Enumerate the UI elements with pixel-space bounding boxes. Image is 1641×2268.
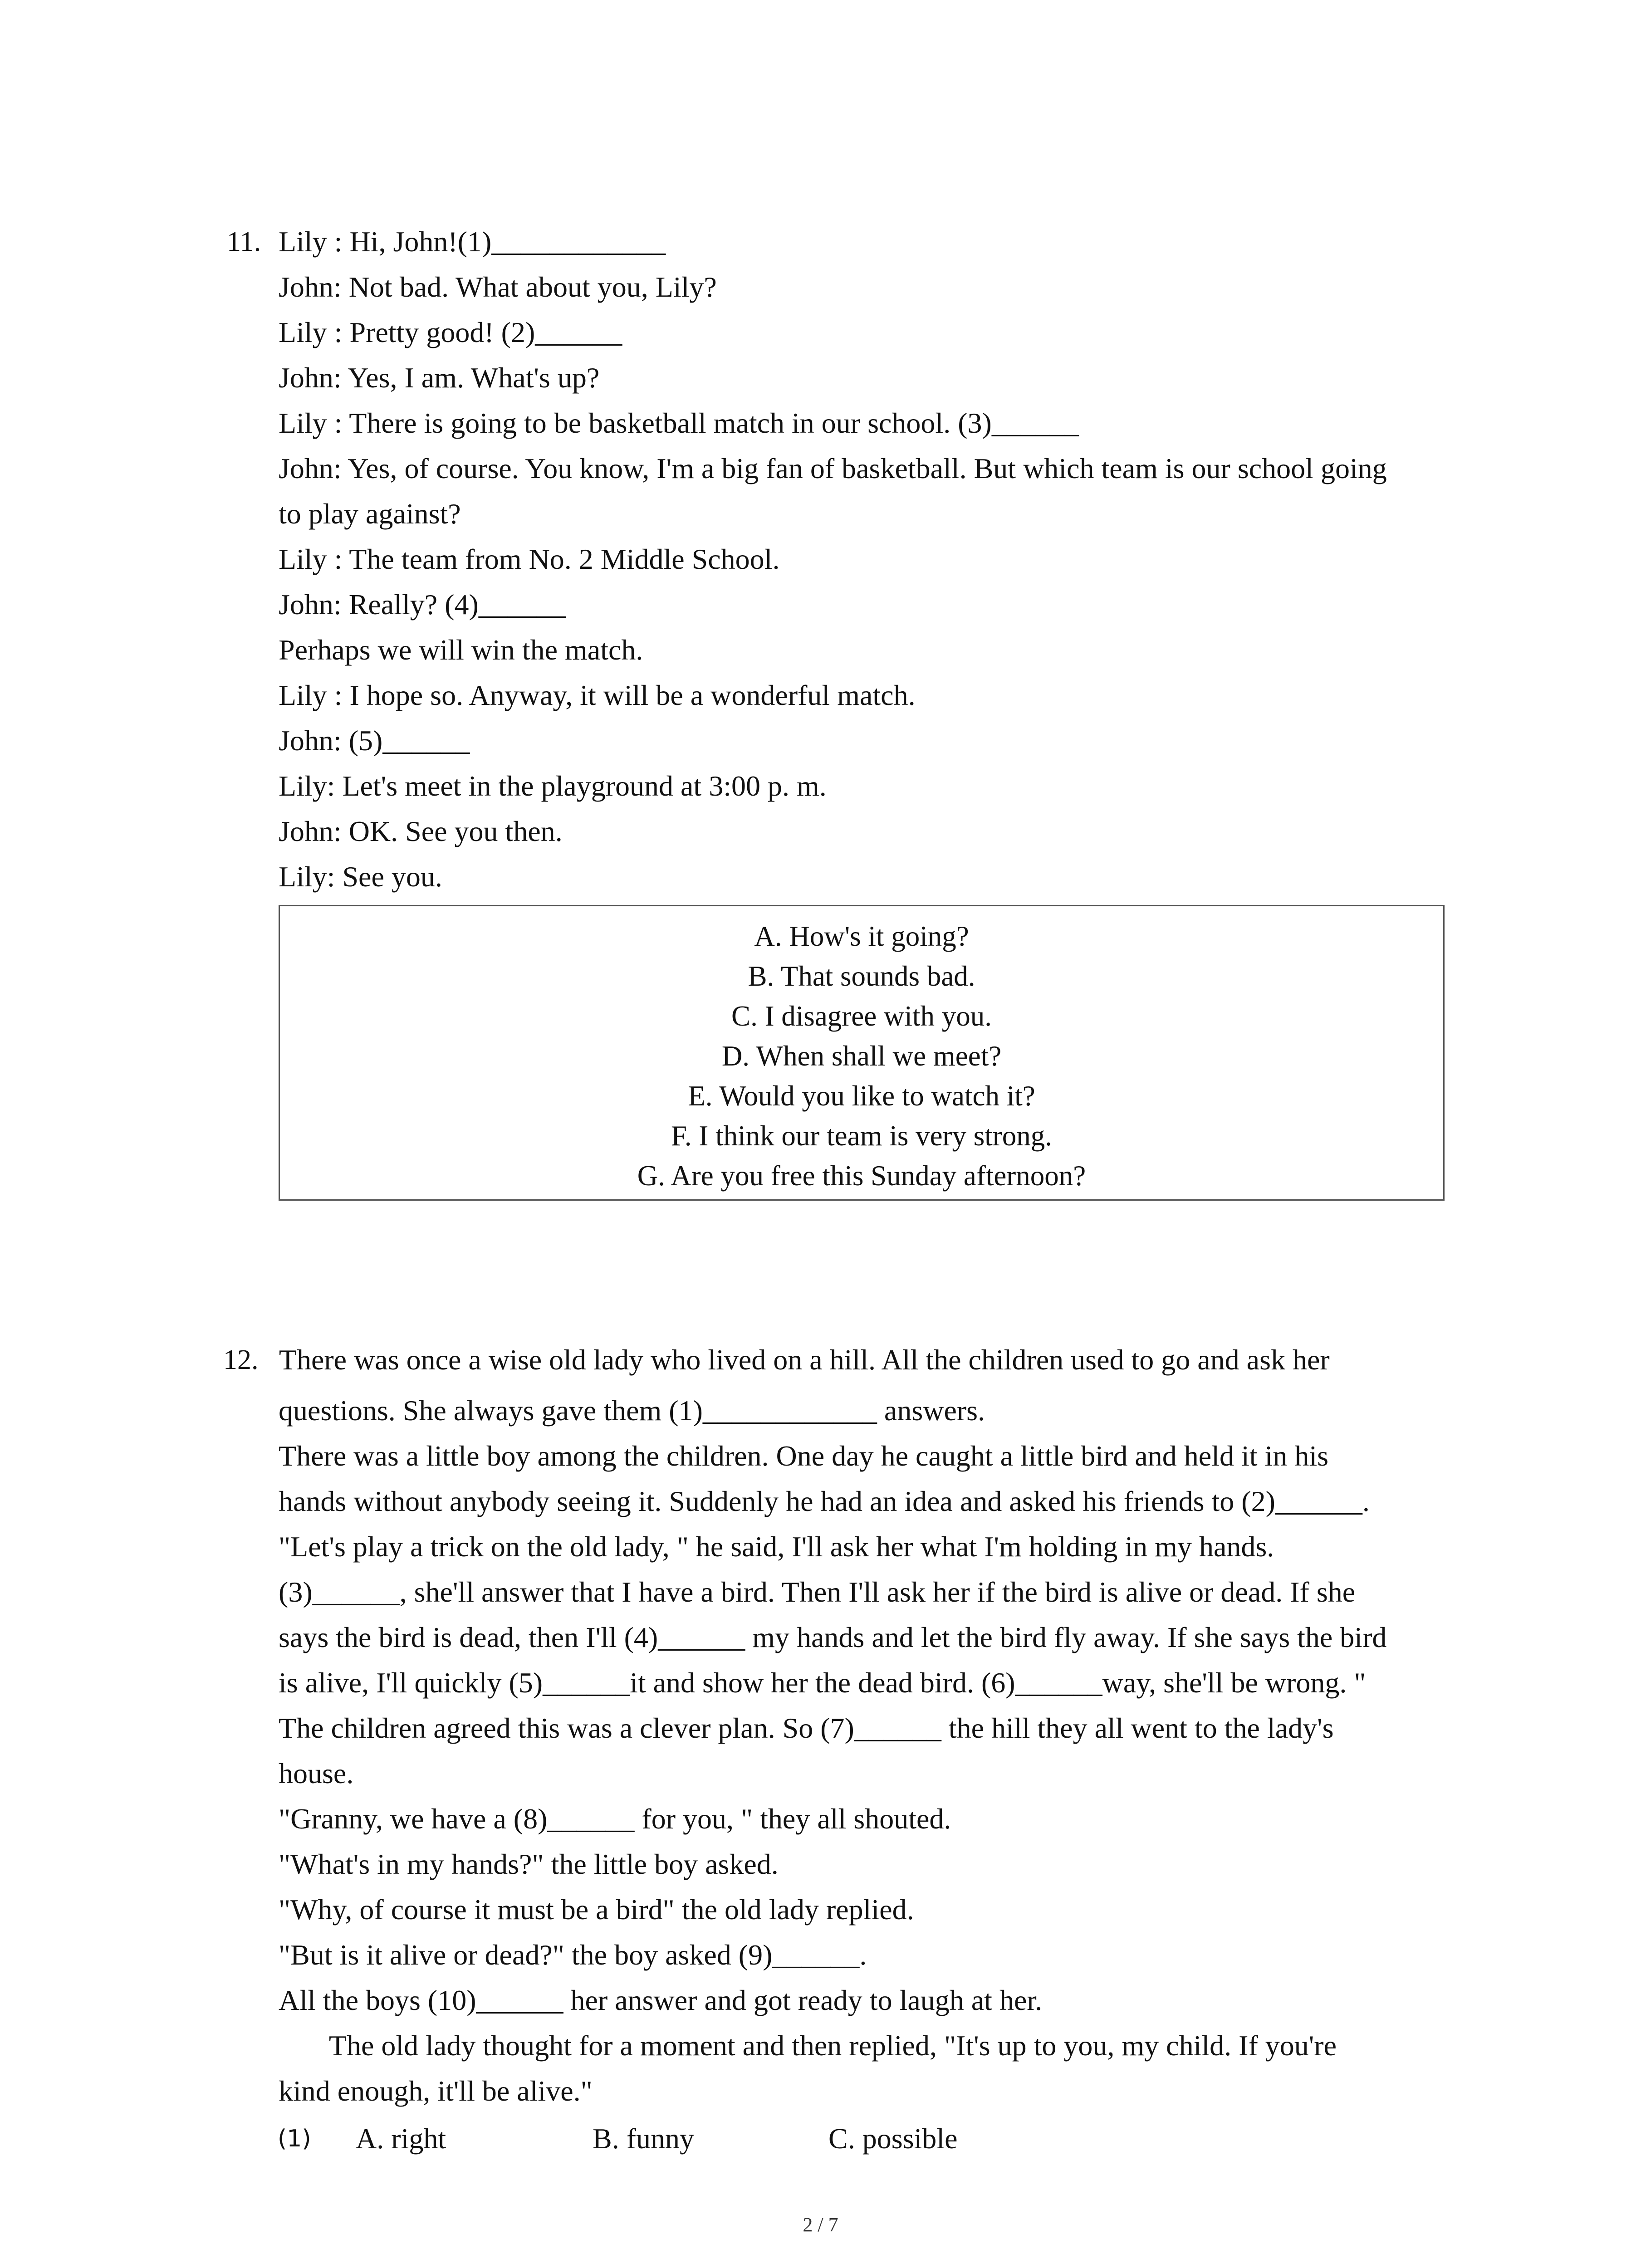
q12-choice-row-1 bbox=[0, 2116, 1641, 2161]
q11-dialogue-line: Lily : The team from No. 2 Middle School. bbox=[279, 543, 780, 575]
q12-passage-line: is alive, I'll quickly (5)______it and show her the dead bird. (6)______way, she'll be wrong. " bbox=[279, 1667, 1366, 1699]
q12-passage-line: The children agreed this was a clever plan. So (7)______ the hill they all went to the lady's bbox=[279, 1712, 1334, 1744]
q11-options-box bbox=[279, 905, 1445, 1201]
q11-option: F. I think our team is very strong. bbox=[671, 1120, 1053, 1152]
q11-option: A. How's it going? bbox=[754, 920, 969, 952]
q11-dialogue-line: Lily : Hi, John!(1)____________ bbox=[279, 225, 666, 258]
q11-dialogue-line: Lily : I hope so. Anyway, it will be a wonderful match. bbox=[279, 679, 916, 711]
q12-passage-line: The old lady thought for a moment and then replied, "It's up to you, my child. If you're bbox=[279, 2029, 1337, 2062]
q12-passage-line: All the boys (10)______ her answer and got ready to laugh at her. bbox=[279, 1984, 1043, 2016]
q11-dialogue-line: John: (5)______ bbox=[279, 724, 470, 757]
q11-dialogue-line: Lily : There is going to be basketball match in our school. (3)______ bbox=[279, 407, 1079, 439]
q11-dialogue-line: John: Yes, I am. What's up? bbox=[279, 362, 600, 394]
page-number: 2 / 7 bbox=[803, 2214, 838, 2236]
choice-option-a[interactable]: A. right bbox=[356, 2122, 446, 2155]
q12-passage-line: "But is it alive or dead?" the boy asked (9)______. bbox=[279, 1939, 867, 1971]
q12-passage-line: There was a little boy among the children. One day he caught a little bird and held it in his bbox=[279, 1440, 1328, 1472]
choice-number-label: (1) bbox=[278, 2125, 311, 2152]
question-12-number: 12. bbox=[223, 1344, 259, 1375]
q11-dialogue-line: Perhaps we will win the match. bbox=[279, 634, 643, 666]
choice-option-b[interactable]: B. funny bbox=[593, 2122, 694, 2155]
q11-dialogue-line: Lily: See you. bbox=[279, 860, 442, 893]
q12-passage-line: hands without anybody seeing it. Suddenly he had an idea and asked his friends to (2)______. bbox=[279, 1485, 1370, 1517]
q11-option: B. That sounds bad. bbox=[748, 960, 975, 992]
q11-dialogue-line: John: Not bad. What about you, Lily? bbox=[279, 271, 717, 303]
q11-option: G. Are you free this Sunday afternoon? bbox=[637, 1160, 1086, 1192]
q12-passage-line: house. bbox=[279, 1757, 354, 1789]
q11-dialogue-line: John: Really? (4)______ bbox=[279, 588, 566, 621]
q12-passage-line: "Let's play a trick on the old lady, " he said, I'll ask her what I'm holding in my hands. bbox=[279, 1530, 1274, 1563]
choice-option-c[interactable]: C. possible bbox=[828, 2122, 958, 2155]
q12-passage-line: "What's in my hands?" the little boy asked. bbox=[279, 1848, 779, 1880]
q12-passage-line: (3)______, she'll answer that I have a bird. Then I'll ask her if the bird is alive or dead. If she bbox=[279, 1576, 1356, 1608]
q12-passage-line: There was once a wise old lady who lived on a hill. All the children used to go and ask her bbox=[272, 1344, 1330, 1376]
q12-passage-line: "Granny, we have a (8)______ for you, " they all shouted. bbox=[279, 1803, 951, 1835]
q12-passage-line: says the bird is dead, then I'll (4)______ my hands and let the bird fly away. If she says the bird bbox=[279, 1621, 1387, 1653]
q12-passage-line: "Why, of course it must be a bird" the old lady replied. bbox=[279, 1893, 914, 1926]
q12-passage-line: questions. She always gave them (1)____________ answers. bbox=[279, 1394, 985, 1427]
q11-dialogue-line: Lily: Let's meet in the playground at 3:00 p. m. bbox=[279, 770, 827, 802]
q11-dialogue-line: John: OK. See you then. bbox=[279, 815, 563, 847]
q11-dialogue-line: to play against? bbox=[279, 498, 461, 530]
q11-option: D. When shall we meet? bbox=[721, 1040, 1002, 1072]
q11-dialogue-line: Lily : Pretty good! (2)______ bbox=[279, 316, 622, 348]
q11-dialogue-line: John: Yes, of course. You know, I'm a big fan of basketball. But which team is our school going bbox=[279, 452, 1387, 484]
question-11-number: 11. bbox=[227, 226, 261, 257]
q11-option: E. Would you like to watch it? bbox=[688, 1080, 1035, 1112]
q12-passage-line: kind enough, it'll be alive." bbox=[279, 2075, 593, 2107]
q11-option: C. I disagree with you. bbox=[731, 1000, 992, 1032]
